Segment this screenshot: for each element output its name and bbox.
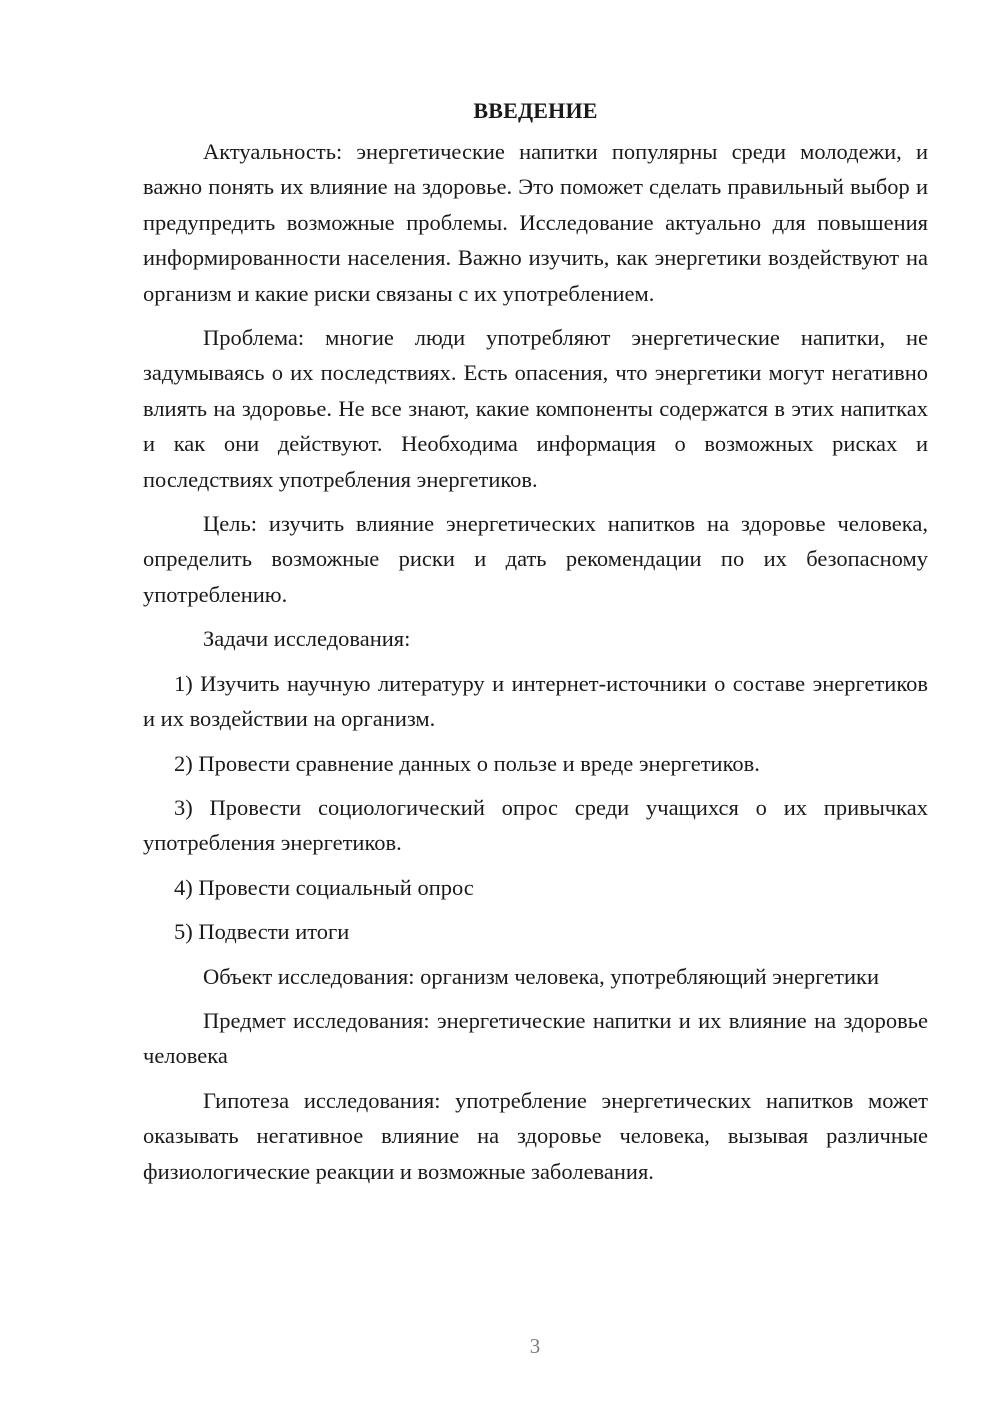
tasks-heading: Задачи исследования: bbox=[203, 626, 411, 652]
page-content bbox=[143, 94, 928, 1198]
object-paragraph: Объект исследования: организм человека, употребляющий энергетики bbox=[203, 963, 880, 989]
goal-paragraph: Цель: изучить влияние энергетических напитков на здоровье человека, определить возможные риски и дать рекомендации по их безопасному употреблению. bbox=[143, 511, 928, 607]
subject-paragraph: Предмет исследования: энергетические напитки и их влияние на здоровье человека bbox=[143, 1007, 928, 1069]
hypothesis-paragraph: Гипотеза исследования: употребление энергетических напитков может оказывать негативное влияние на здоровье человека, вызывая различные физиологические реакции и возможные заболевания. bbox=[143, 1087, 928, 1184]
task-item: 4) Провести социальный опрос bbox=[174, 874, 474, 900]
task-item: 5) Подвести итоги bbox=[174, 919, 350, 945]
task-item: 2) Провести сравнение данных о пользе и вреде энергетиков. bbox=[174, 750, 760, 776]
task-item: 1) Изучить научную литературу и интернет-источники о составе энергетиков и их воздействии на организм. bbox=[143, 670, 928, 732]
problem-paragraph: Проблема: многие люди употребляют энергетические напитки, не задумываясь о их последствиях. Есть опасения, что энергетики могут негативно влиять на здоровье. Не все знают, какие компоненты содержатся в этих напитках и как они действуют. Необходима информация о возможных рисках и последствиях употребления энергетиков. bbox=[143, 325, 928, 492]
section-title: ВВЕДЕНИЕ bbox=[473, 98, 598, 123]
page-number: 3 bbox=[529, 1334, 541, 1358]
task-item: 3) Провести социологический опрос среди учащихся о их привычках употребления энергетиков. bbox=[143, 794, 928, 856]
relevance-paragraph: Актуальность: энергетические напитки популярны среди молодежи, и важно понять их влияние на здоровье. Это поможет сделать правильный выбор и предупредить возможные проблемы. Исследование актуально для повышения информированности населения. Важно изучить, как энергетики воздействуют на организм и какие риски связаны с их употреблением. bbox=[143, 139, 928, 306]
